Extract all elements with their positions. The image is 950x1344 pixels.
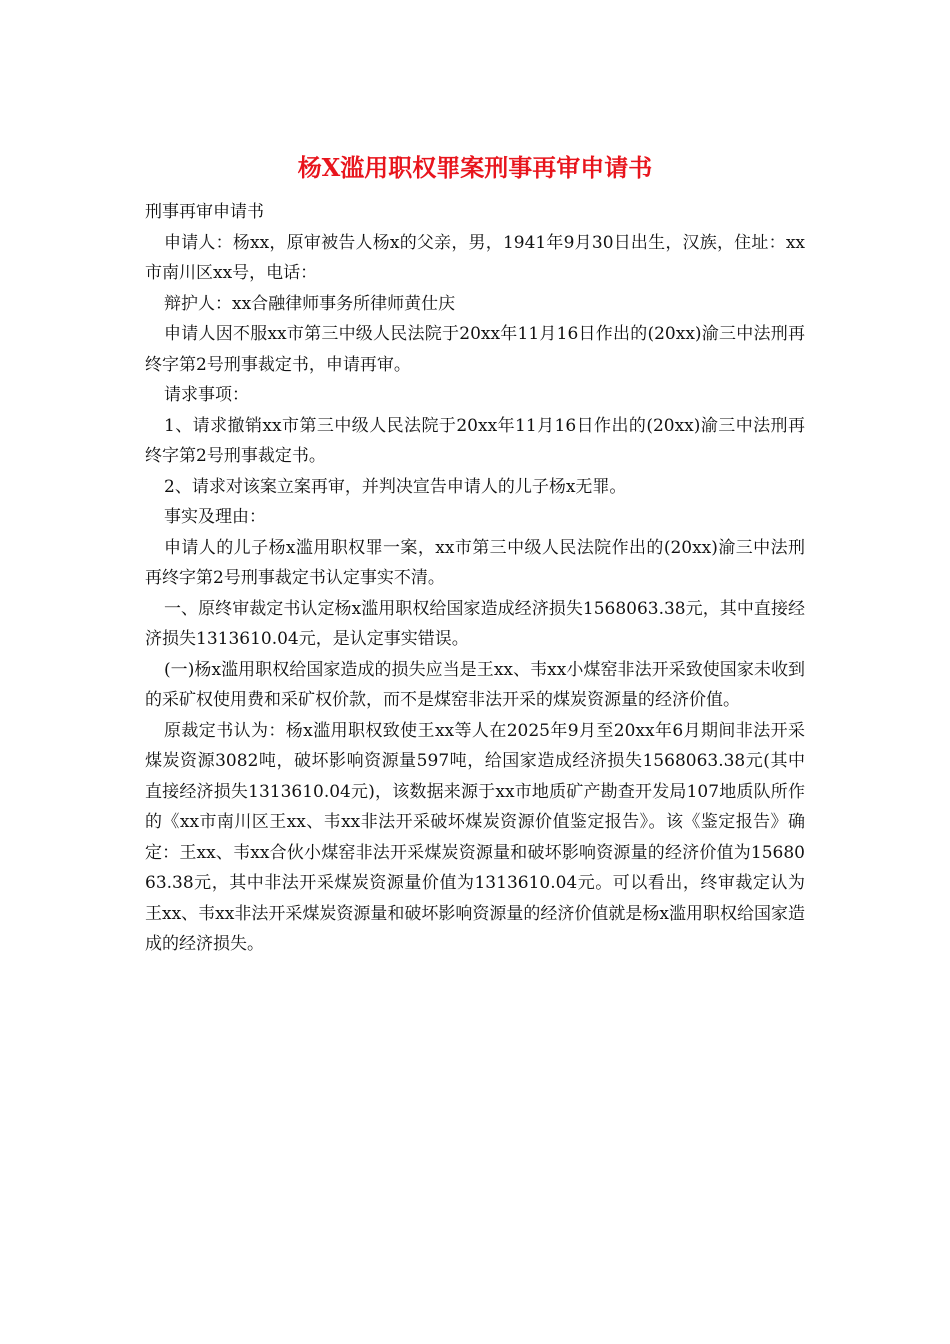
paragraph-request-2: 2、请求对该案立案再审，并判决宣告申请人的儿子杨x无罪。 bbox=[164, 476, 627, 497]
paragraph-heading: 刑事再审申请书 bbox=[145, 202, 264, 222]
paragraph-requests-heading: 请求事项： bbox=[164, 385, 249, 405]
paragraph-original-ruling: 原裁定书认为：杨x滥用职权致使王xx等人在2025年9月至20xx年6月期间非法开采煤炭资源3082吨，破坏影响资源量597吨，给国家造成经济损失1568063.38元(其中直接经济损失1313610.04元)，该数据来源于xx市地质矿产勘查开发局107地质队所作的《xx市南川区王xx、韦xx非法开采破坏煤炭资源价值鉴定报告》。该《鉴定报告》确定：王xx、韦xx合伙小煤窑非法开采煤炭资源量和破坏影响资源量的经济价值为1568063.38元，其中非法开采煤炭资源量价值为1313610.04元。可以看出，终审裁定认为王xx、韦xx非法开采煤炭资源量和破坏影响资源量的经济价值就是杨x滥用职权给国家造成的经济损失。 bbox=[145, 720, 805, 954]
paragraph-facts-heading: 事实及理由： bbox=[164, 507, 266, 527]
paragraph-point-1: 一、原终审裁定书认定杨x滥用职权给国家造成经济损失1568063.38元，其中直接经济损失1313610.04元，是认定事实错误。 bbox=[145, 598, 805, 649]
document-body bbox=[145, 197, 805, 960]
paragraph-application: 申请人因不服xx市第三中级人民法院于20xx年11月16日作出的(20xx)渝三中法刑再终字第2号刑事裁定书，申请再审。 bbox=[145, 324, 805, 375]
paragraph-point-1-a: (一)杨x滥用职权给国家造成的损失应当是王xx、韦xx小煤窑非法开采致使国家未收到的采矿权使用费和采矿权价款，而不是煤窑非法开采的煤炭资源量的经济价值。 bbox=[145, 659, 805, 710]
document-title: 杨X滥用职权罪案刑事再审申请书 bbox=[297, 153, 653, 182]
paragraph-defender: 辩护人：xx合融律师事务所律师黄仕庆 bbox=[164, 293, 456, 314]
paragraph-request-1: 1、请求撤销xx市第三中级人民法院于20xx年11月16日作出的(20xx)渝三中法刑再终字第2号刑事裁定书。 bbox=[145, 415, 805, 466]
paragraph-facts-intro: 申请人的儿子杨x滥用职权罪一案，xx市第三中级人民法院作出的(20xx)渝三中法刑再终字第2号刑事裁定书认定事实不清。 bbox=[145, 537, 805, 588]
paragraph-applicant: 申请人：杨xx，原审被告人杨x的父亲，男，1941年9月30日出生，汉族，住址：xx市南川区xx号，电话： bbox=[145, 232, 805, 283]
